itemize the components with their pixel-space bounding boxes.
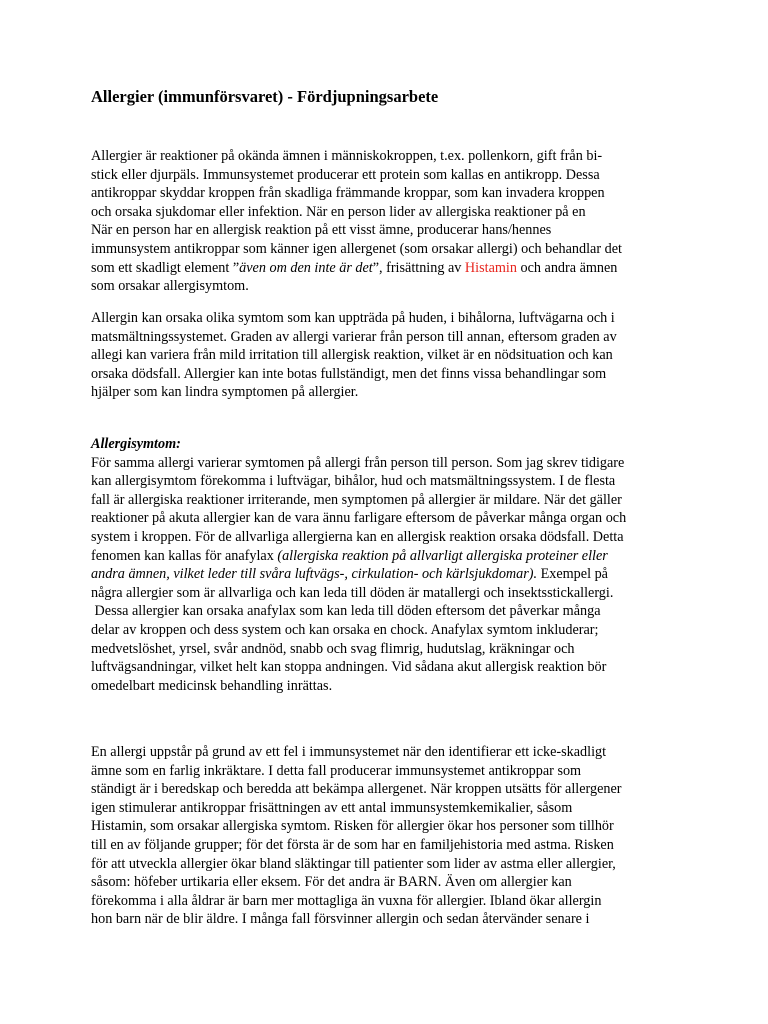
document-title: Allergier (immunförsvaret) - Fördjupningsarbete (91, 87, 439, 106)
text-line: hjälper som kan lindra symptomen på allergier. (91, 384, 359, 401)
text-run: ”, frisättning av (372, 259, 465, 276)
text-line: kan allergisymtom förekomma i luftvägar, bihålor, hud och matsmältningssystem. I de flesta (91, 473, 616, 490)
text-line: luftvägsandningar, vilket helt kan stoppa andningen. Vid sådana akut allergisk reaktion bör (91, 659, 607, 676)
text-run: Exempel på (537, 566, 608, 583)
text-line: igen stimulerar antikroppar frisättningen av ett antal immunsystemkemikalier, såsom (91, 799, 573, 816)
text-line: och orsaka sjukdomar eller infektion. När en person lider av allergiska reaktioner på en (91, 203, 586, 220)
text-line: antikroppar skyddar kroppen från skadliga främmande kroppar, som kan invadera kroppen (91, 185, 605, 202)
text-line: system i kroppen. För de allvarliga allergierna kan en allergisk reaktion orsaka dödsfall. Detta (91, 528, 624, 545)
histamin-highlight: Histamin (464, 259, 517, 276)
italic-text: andra ämnen, vilket leder till svåra luftvägs-, cirkulation- och kärlsjukdomar). (91, 566, 538, 583)
text-line: För samma allergi varierar symtomen på allergi från person till person. Som jag skrev tidigare (91, 454, 625, 471)
text-line: såsom: höfeber urtikaria eller eksem. För det andra är BARN. Även om allergier kan (91, 874, 572, 891)
text-line: för att utveckla allergier ökar bland släktingar till patienter som lider av astma eller allergier, (91, 855, 616, 872)
text-line: En allergi uppstår på grund av ett fel i immunsystemet när den identifierar ett icke-skadligt (91, 744, 607, 760)
text-line: till en av följande grupper; för det första är de som har en familjehistoria med astma. Risken (91, 836, 614, 853)
text-run: fenomen kan kallas för anafylax (91, 547, 278, 564)
text-line: ämne som en farlig inkräktare. I detta fall producerar immunsystemet antikroppar som (91, 762, 582, 779)
italic-text: (allergiska reaktion på allvarligt allergiska proteiner eller (277, 547, 608, 564)
text-line: Histamin, som orsakar allergiska symtom. Risken för allergier ökar hos personer som tillhör (91, 818, 614, 835)
section-allergisymtom (91, 435, 691, 695)
text-line (91, 259, 691, 278)
text-line: Allergier är reaktioner på okända ämnen i människokroppen, t.ex. pollenkorn, gift från bi- (91, 148, 603, 164)
text-line: omedelbart medicinsk behandling inrättas. (91, 677, 333, 694)
text-line (91, 547, 691, 566)
paragraph-symptoms-overview (91, 309, 691, 402)
italic-quote: även om den inte är det (239, 259, 373, 276)
text-line: orsaka dödsfall. Allergier kan inte botas fullständigt, men det finns vissa behandlingar som (91, 365, 607, 382)
text-line: reaktioner på akuta allergier kan de vara ännu farligare eftersom de påverkar många organ och (91, 510, 627, 527)
text-line: som orsakar allergisymtom. (91, 278, 249, 295)
text-line: Allergin kan orsaka olika symtom som kan uppträda på huden, i bihålorna, luftvägarna och i (91, 310, 615, 326)
text-run: som ett skadligt element ” (91, 259, 240, 276)
text-run: och andra ämnen (516, 259, 618, 276)
text-line: Dessa allergier kan orsaka anafylax som kan leda till döden eftersom det påverkar många (91, 603, 601, 620)
text-line: När en person har en allergisk reaktion på ett visst ämne, producerar hans/hennes (91, 222, 552, 239)
text-line: medvetslöshet, yrsel, svår andnöd, snabb och svag flimrig, hudutslag, kräkningar och (91, 640, 575, 657)
section-heading: Allergisymtom: (91, 436, 181, 452)
paragraph-intro (91, 147, 691, 296)
text-line: stick eller djurpäls. Immunsystemet producerar ett protein som kallas en antikropp. Dessa (91, 166, 600, 183)
text-line: delar av kroppen och dess system och kan orsaka en chock. Anafylax symtom inkluderar; (91, 621, 599, 638)
text-line: några allergier som är allvarliga och kan leda till döden är matallergi och insektsstickallergi. (91, 584, 614, 601)
text-line: immunsystem antikroppar som känner igen allergenet (som orsakar allergi) och behandlar det (91, 240, 622, 257)
text-line: förekomma i alla åldrar är barn mer mottagliga än vuxna för allergier. Ibland ökar allergin (91, 892, 602, 909)
text-line: fall är allergiska reaktioner irriterande, men symptomen på allergier är mildare. När det gäller (91, 491, 622, 508)
text-line: ständigt är i beredskap och beredda att bekämpa allergenet. När kroppen utsätts för allergener (91, 781, 622, 798)
paragraph-causes (91, 743, 691, 929)
text-line: hon barn när de blir äldre. I många fall försvinner allergin och sedan återvänder senare i (91, 911, 590, 928)
text-line: allegi kan variera från mild irritation till allergisk reaktion, vilket är en nödsituation och kan (91, 347, 613, 364)
text-line: matsmältningssystemet. Graden av allergi varierar från person till annan, eftersom graden av (91, 328, 617, 345)
text-line (91, 565, 691, 584)
